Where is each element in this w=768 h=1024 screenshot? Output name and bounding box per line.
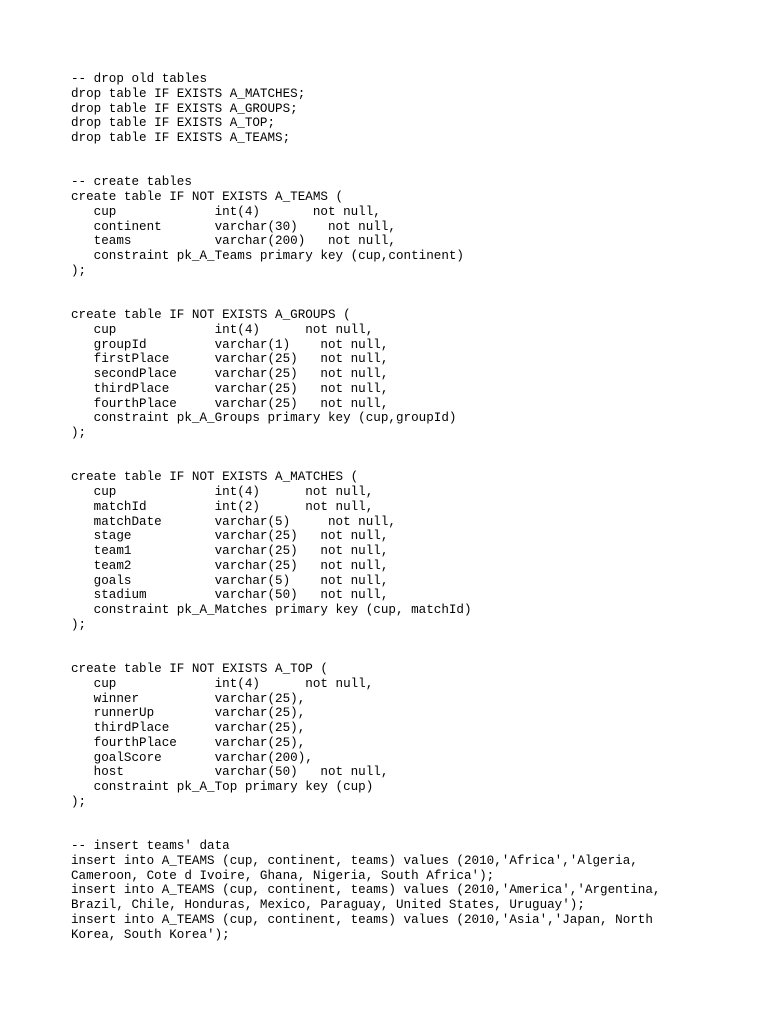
code-line	[71, 824, 761, 839]
code-line: cup int(4) not null,	[71, 676, 374, 691]
code-line: Brazil, Chile, Honduras, Mexico, Paraguay, United States, Uruguay');	[71, 898, 585, 912]
code-line	[71, 146, 761, 161]
code-line: thirdPlace varchar(25),	[71, 721, 306, 735]
code-line: fourthPlace varchar(25),	[71, 735, 306, 750]
code-line: cup int(4) not null,	[71, 204, 381, 219]
code-line	[71, 456, 761, 471]
code-line: cup int(4) not null,	[71, 485, 374, 499]
code-line: );	[71, 426, 87, 440]
code-line: continent varchar(30) not null,	[71, 219, 396, 234]
code-line: winner varchar(25),	[71, 691, 306, 706]
code-line: create table IF NOT EXISTS A_GROUPS (	[71, 308, 351, 322]
code-line: host varchar(50) not null,	[71, 765, 389, 780]
code-line: constraint pk_A_Teams primary key (cup,continent)	[71, 249, 464, 263]
code-line	[71, 441, 761, 456]
code-line: Korea, South Korea');	[71, 927, 230, 942]
code-line	[71, 810, 761, 825]
code-line: fourthPlace varchar(25) not null,	[71, 396, 389, 411]
code-line: );	[71, 617, 87, 632]
code-line: matchDate varchar(5) not null,	[71, 514, 396, 529]
code-line: insert into A_TEAMS (cup, continent, teams) values (2010,'America','Argentina,	[71, 883, 661, 898]
code-line: cup int(4) not null,	[71, 322, 374, 337]
sql-document	[71, 72, 761, 942]
code-line: secondPlace varchar(25) not null,	[71, 367, 389, 381]
code-line: constraint pk_A_Matches primary key (cup, matchId)	[71, 603, 472, 617]
code-line: drop table IF EXISTS A_TEAMS;	[71, 131, 291, 145]
code-line: goals varchar(5) not null,	[71, 573, 389, 588]
code-line: team1 varchar(25) not null,	[71, 544, 389, 558]
code-line	[71, 647, 761, 662]
code-line: goalScore varchar(200),	[71, 750, 313, 765]
code-line: -- drop old tables	[71, 72, 208, 86]
code-line: drop table IF EXISTS A_GROUPS;	[71, 101, 298, 116]
code-line	[71, 279, 761, 294]
code-line: stadium varchar(50) not null,	[71, 588, 389, 603]
code-line: drop table IF EXISTS A_MATCHES;	[71, 86, 306, 101]
code-line: runnerUp varchar(25),	[71, 706, 306, 721]
code-line: constraint pk_A_Top primary key (cup)	[71, 780, 374, 794]
code-line: insert into A_TEAMS (cup, continent, teams) values (2010,'Africa','Algeria,	[71, 853, 638, 868]
code-line: thirdPlace varchar(25) not null,	[71, 381, 389, 396]
code-line: constraint pk_A_Groups primary key (cup,groupId)	[71, 411, 457, 426]
code-line: create table IF NOT EXISTS A_TOP (	[71, 662, 328, 676]
code-line: create table IF NOT EXISTS A_TEAMS (	[71, 190, 344, 204]
code-line	[71, 293, 761, 308]
code-line: matchId int(2) not null,	[71, 499, 374, 514]
code-line: insert into A_TEAMS (cup, continent, teams) values (2010,'Asia','Japan, North	[71, 912, 653, 927]
code-line: -- insert teams' data	[71, 839, 230, 853]
code-line: -- create tables	[71, 175, 192, 190]
code-line	[71, 633, 761, 648]
code-line: drop table IF EXISTS A_TOP;	[71, 116, 276, 131]
code-line: );	[71, 794, 87, 809]
code-line: );	[71, 263, 87, 278]
code-line: groupId varchar(1) not null,	[71, 337, 389, 352]
code-line: team2 varchar(25) not null,	[71, 558, 389, 573]
code-line: create table IF NOT EXISTS A_MATCHES (	[71, 470, 359, 485]
code-line: firstPlace varchar(25) not null,	[71, 352, 389, 367]
code-line: stage varchar(25) not null,	[71, 529, 389, 544]
code-line	[71, 161, 761, 176]
code-line: Cameroon, Cote d Ivoire, Ghana, Nigeria, South Africa');	[71, 868, 495, 883]
code-line: teams varchar(200) not null,	[71, 234, 396, 249]
